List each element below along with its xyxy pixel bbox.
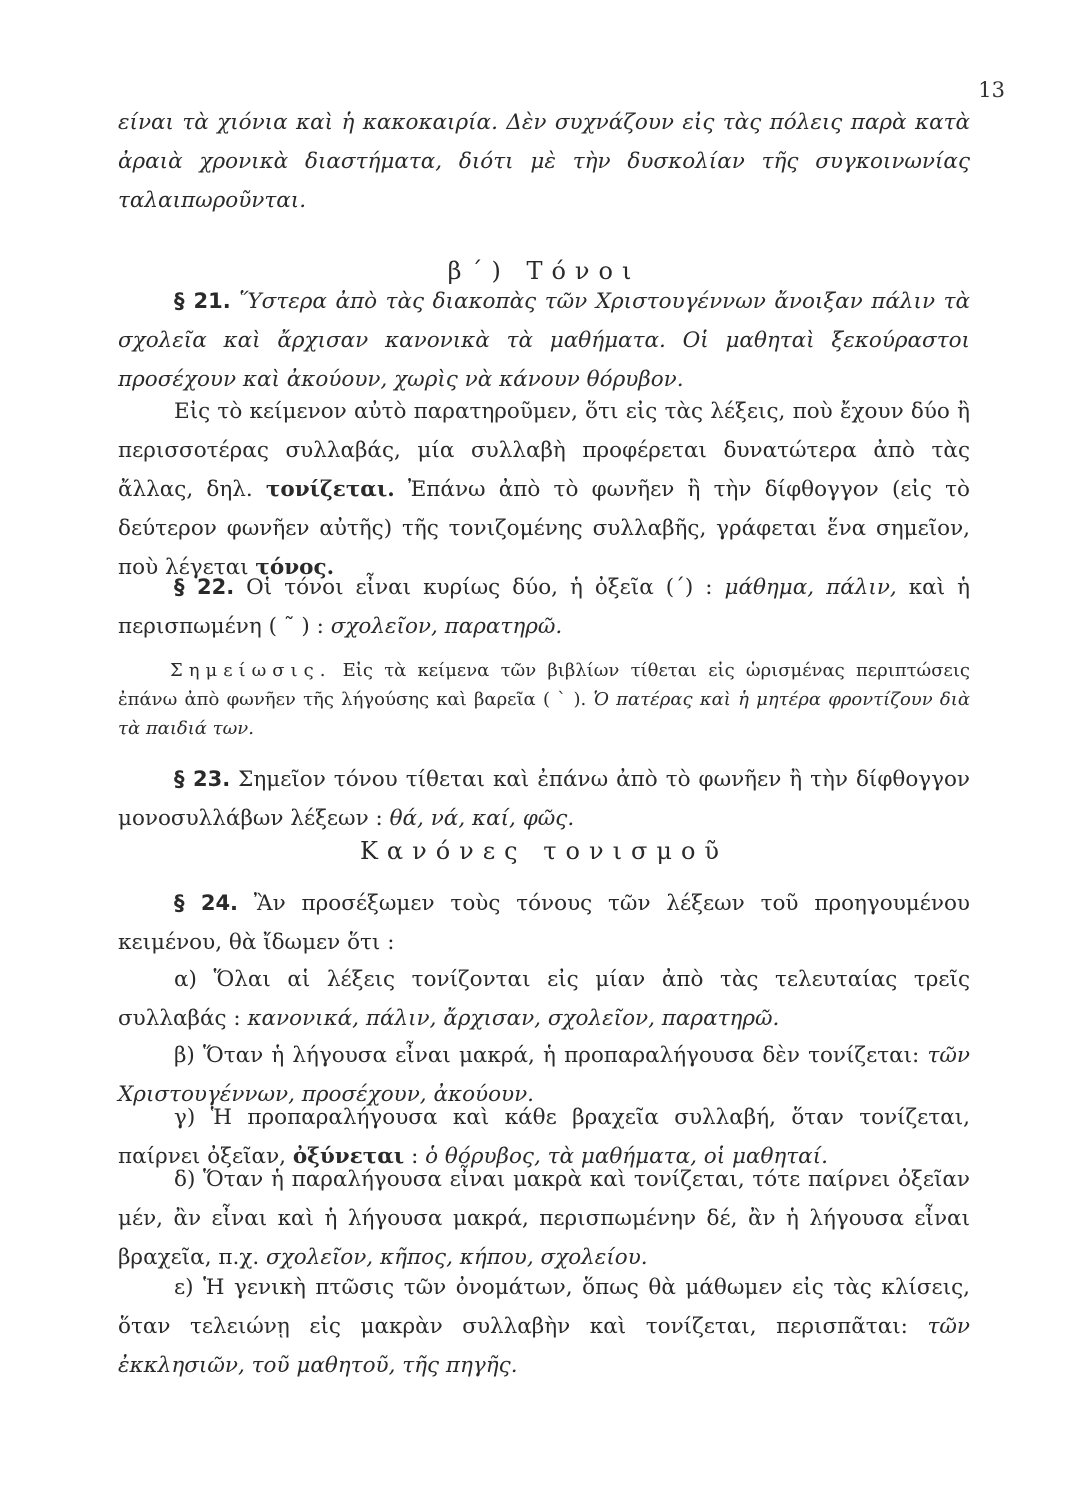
note-text: Εἰς τὰ κείμενα τῶν βιβλίων τίθεται εἰς ὡρισμένας περιπτώσεις ἐπάνω ἀπὸ φωνῆεν τῆς λήγούσης καὶ βαρεῖα ( ` ). (118, 660, 970, 710)
page-number: 13 (978, 78, 1005, 102)
paragraph-21-explanation (118, 392, 970, 587)
explanation-text-2: Ἐπάνω ἀπὸ τὸ φωνῆεν ἢ τὴν δίφθογγον (εἰς τὸ δεύτερον φωνῆεν αὐτῆς) τῆς τονιζομένης συλλαβῆς, γράφεται ἕνα σημεῖον, ποὺ λέγεται (118, 477, 970, 580)
rule-c-example: ὁ θόρυβος, τὰ μαθήματα, οἱ μαθηταί. (425, 1144, 828, 1169)
term-tonizetai: τονίζεται. (265, 477, 395, 502)
paragraph-22-text-1: Οἱ τόνοι εἶναι κυρίως δύο, ἡ ὀξεῖα (΄) : (246, 575, 713, 600)
term-oxynetai: ὀξύνεται (292, 1144, 405, 1169)
rule-d (118, 1160, 970, 1277)
paragraph-21-text: Ὕστερα ἀπὸ τὰς διακοπὰς τῶν Χριστουγέννων ἄνοιξαν πάλιν τὰ σχολεῖα καὶ ἄρχισαν κανονικὰ τὰ μαθήματα. Οἱ μαθηταὶ ξεκούραστοι προσέχουν καὶ ἀκούουν, χωρὶς νὰ κάνουν θόρυβον. (118, 289, 970, 392)
rule-a-example: κανονικά, πάλιν, ἄρχισαν, σχολεῖον, παρατηρῶ. (247, 1006, 780, 1031)
explanation-text-1: Εἰς τὸ κείμενον αὐτὸ παρατηροῦμεν, ὅτι εἰς τὰς λέξεις, ποὺ ἔχουν δύο ἢ περισσοτέρας συλλαβάς, μία συλλαβὴ προφέρεται δυνατώτερα ἀπὸ τὰς ἄλλας, δηλ. (118, 399, 970, 502)
rule-b-example: τῶν Χριστουγέννων, προσέχουν, ἀκούουν. (118, 1043, 970, 1107)
section-number-24: § 24. (174, 891, 239, 915)
intro-text: είναι τὰ χιόνια καὶ ἡ κακοκαιρία. Δὲν συχνάζουν εἰς τὰς πόλεις παρὰ κατὰ ἀραιὰ χρονικὰ διαστήματα, διότι μὲ τὴν δυσκολίαν τῆς συγκοινωνίας ταλαιπωροῦνται. (118, 110, 970, 213)
rule-e-text: ε) Ἡ γενικὴ πτῶσις τῶν ὀνομάτων, ὅπως θὰ μάθωμεν εἰς τὰς κλίσεις, ὅταν τελειώνῃ εἰς μακρὰν συλλαβὴν καὶ τονίζεται, περισπᾶται: (118, 1275, 970, 1339)
note-label: Σημείωσις. (170, 660, 332, 681)
paragraph-23-text: Σημεῖον τόνου τίθεται καὶ ἐπάνω ἀπὸ τὸ φωνῆεν ἢ τὴν δίφθογγον μονοσυλλάβων λέξεων : (118, 767, 970, 831)
section-number-22: § 22. (174, 575, 235, 599)
section-number-23: § 23. (174, 767, 231, 791)
paragraph-23-example: θά, νά, καί, φῶς. (389, 806, 575, 831)
rule-a-text: α) Ὅλαι αἱ λέξεις τονίζονται εἰς μίαν ἀπὸ τὰς τελευταίας τρεῖς συλλαβάς : (118, 967, 970, 1031)
rule-d-example: σχολεῖον, κῆπος, κήπου, σχολείου. (266, 1245, 648, 1270)
paragraph-22-text-2: καὶ ἡ περισπωμένη ( ῀ ) : (118, 575, 970, 639)
section-number-21: § 21. (174, 289, 231, 313)
rule-a (118, 960, 970, 1038)
paragraph-23 (118, 760, 970, 838)
rule-d-text: δ) Ὅταν ἡ παραλήγουσα εἶναι μακρὰ καὶ τονίζεται, τότε παίρνει ὀξεῖαν μέν, ἂν εἶναι καὶ ἡ λήγουσα μακρά, περισπωμένην δέ, ἂν ἡ λήγουσα εἶναι βραχεῖα, π.χ. (118, 1167, 970, 1270)
rule-b-text: β) Ὅταν ἡ λήγουσα εἶναι μακρά, ἡ προπαραλήγουσα δὲν τονίζεται: (174, 1043, 920, 1068)
rule-e-example: τῶν ἐκκλησιῶν, τοῦ μαθητοῦ, τῆς πηγῆς. (118, 1314, 970, 1378)
paragraph-24 (118, 884, 970, 962)
rule-e (118, 1268, 970, 1385)
paragraph-22-example-1: μάθημα, πάλιν, (724, 575, 897, 600)
paragraph-21 (118, 282, 970, 399)
rule-c-text: γ) Ἡ προπαραλήγουσα καὶ κάθε βραχεῖα συλλαβή, ὅταν τονίζεται, παίρνει ὀξεῖαν, (118, 1105, 970, 1169)
rule-c-colon: : (411, 1144, 419, 1169)
paragraph-24-text: Ἂν προσέξωμεν τοὺς τόνους τῶν λέξεων τοῦ προηγουμένου κειμένου, θὰ ἴδωμεν ὅτι : (118, 891, 970, 955)
paragraph-22-example-2: σχολεῖον, παρατηρῶ. (330, 614, 563, 639)
paragraph-22 (118, 568, 970, 646)
term-tonos: τόνος. (255, 555, 335, 580)
note-example: Ὁ πατέρας καὶ ἡ μητέρα φροντίζουν διὰ τὰ παιδιά των. (118, 689, 970, 739)
section-heading-rules: Κανόνες τονισμοῦ (359, 837, 728, 865)
note-paragraph (118, 656, 970, 743)
section-heading-tones: β΄) Τόνοι (447, 257, 641, 285)
intro-paragraph (118, 103, 970, 220)
